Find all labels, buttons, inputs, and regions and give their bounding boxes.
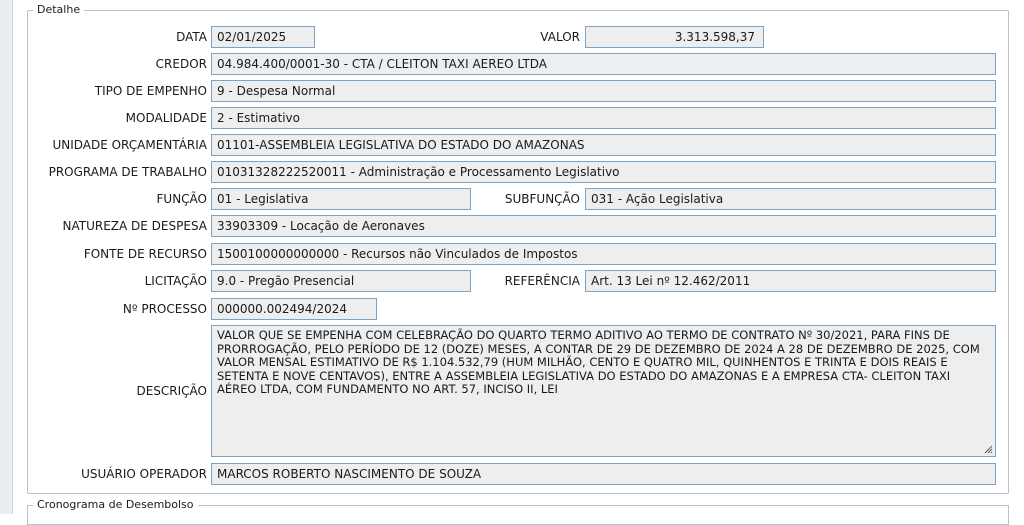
detalhe-legend: Detalhe [33,4,84,16]
natureza-label: NATUREZA DE DESPESA [62,219,207,233]
programa-field[interactable]: 01031328222520011 - Administração e Processamento Legislativo [211,161,996,183]
data-field[interactable]: 02/01/2025 [211,26,315,48]
subfuncao-label: SUBFUNÇÃO [504,192,580,206]
licitacao-field[interactable]: 9.0 - Pregão Presencial [211,270,471,292]
processo-label: Nº PROCESSO [122,302,207,316]
programa-label: PROGRAMA DE TRABALHO [48,165,207,179]
modalidade-field[interactable]: 2 - Estimativo [211,107,996,129]
modalidade-label: MODALIDADE [125,111,207,125]
data-label: DATA [176,30,207,44]
valor-label: VALOR [540,30,580,44]
funcao-label: FUNÇÃO [156,192,207,206]
referencia-label: REFERÊNCIA [504,274,580,288]
fonte-field[interactable]: 1500100000000000 - Recursos não Vinculados de Impostos [211,243,996,265]
unidade-label: UNIDADE ORÇAMENTÁRIA [52,138,207,152]
processo-field[interactable]: 000000.002494/2024 [211,298,377,320]
unidade-field[interactable]: 01101-ASSEMBLEIA LEGISLATIVA DO ESTADO DO AMAZONAS [211,134,996,156]
credor-label: CREDOR [155,57,207,71]
descricao-textarea[interactable] [211,325,996,457]
resize-grip-icon[interactable] [983,444,993,454]
natureza-field[interactable]: 33903309 - Locação de Aeronaves [211,215,996,237]
credor-field[interactable]: 04.984.400/0001-30 - CTA / CLEITON TAXI AEREO LTDA [211,53,996,75]
descricao-label: DESCRIÇÃO [136,384,207,398]
usuario-label: USUÁRIO OPERADOR [81,467,207,481]
usuario-field[interactable]: MARCOS ROBERTO NASCIMENTO DE SOUZA [211,463,996,485]
cronograma-legend: Cronograma de Desembolso [33,499,198,511]
fonte-label: FONTE DE RECURSO [83,247,207,261]
subfuncao-field[interactable]: 031 - Ação Legislativa [585,188,996,210]
licitacao-label: LICITAÇÃO [144,274,207,288]
tipo-empenho-label: TIPO DE EMPENHO [94,84,207,98]
valor-field[interactable]: 3.313.598,37 [585,26,764,48]
descricao-text: VALOR QUE SE EMPENHA COM CELEBRAÇÃO DO QUARTO TERMO ADITIVO AO TERMO DE CONTRATO Nº 30/2021, PARA FINS DE PRORROGAÇÃO, PELO PERÍODO DE 12 (DOZE) MESES, A CONTAR DE 29 DE DEZEMBRO DE 2024 A 28 DE DEZEMBRO DE 2025, COM VALOR MENSAL ESTIMATIVO DE R$ 1.104.532,79 (HUM MILHÃO, CENTO E QUATRO MIL, QUINHENTOS E TRINTA E DOIS REAIS E SETENTA E NOVE CENTAVOS), ENTRE A ASSEMBLEIA LEGISLATIVA DO ESTADO DO AMAZONAS E A EMPRESA CTA- CLEITON TAXI AÉREO LTDA, COM FUNDAMENTO NO ART. 57, INCISO II, LEI [217,328,980,396]
funcao-field[interactable]: 01 - Legislativa [211,188,471,210]
referencia-field[interactable]: Art. 13 Lei nº 12.462/2011 [585,270,996,292]
tipo-empenho-field[interactable]: 9 - Despesa Normal [211,80,996,102]
